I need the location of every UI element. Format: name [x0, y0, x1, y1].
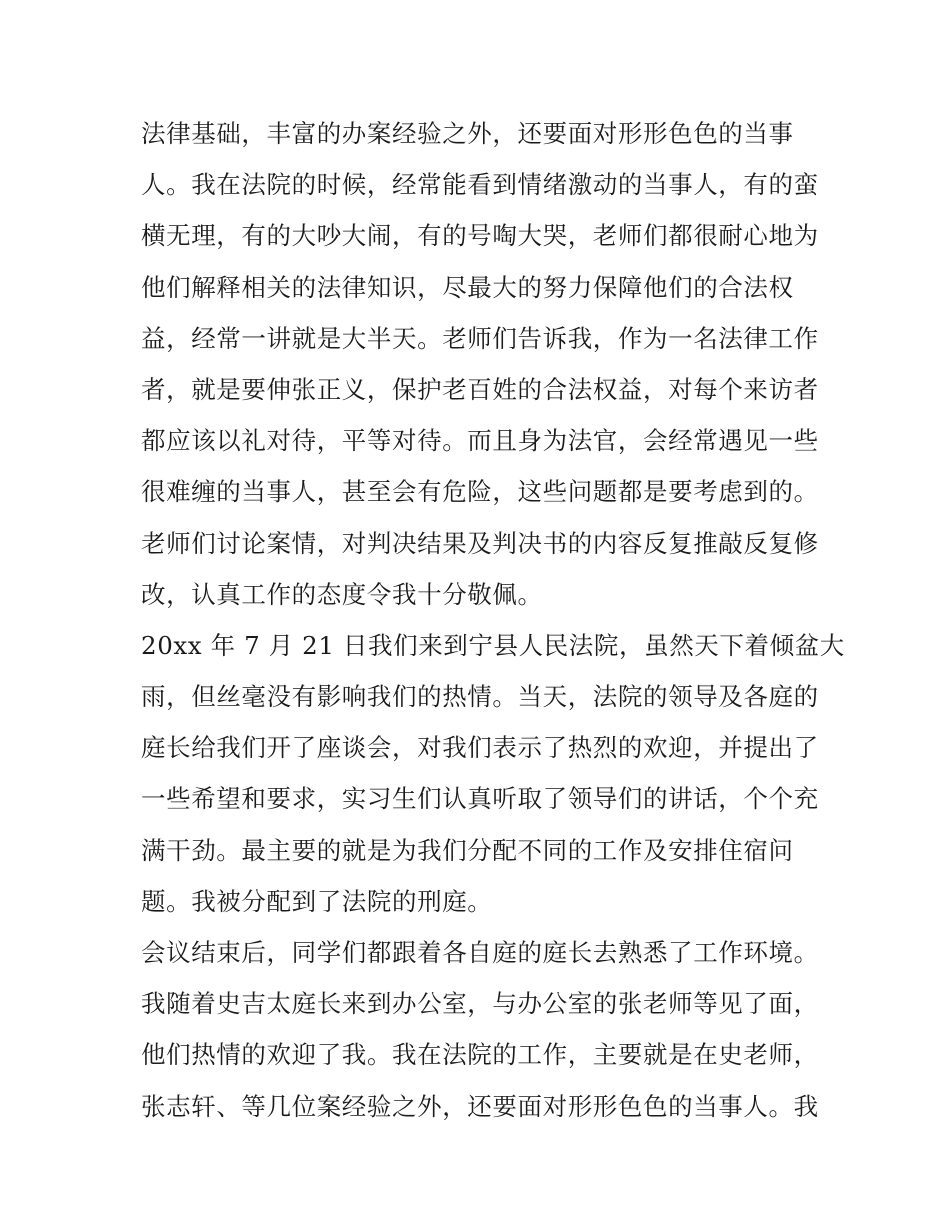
text-line: 20xx 年 7 月 21 日我们来到宁县人民法院，虽然天下着倾盆大 [141, 630, 845, 660]
text-line: 老师们讨论案情，对判决结果及判决书的内容反复推敲反复修 [141, 528, 819, 558]
text-line: 满干劲。最主要的就是为我们分配不同的工作及安排住宿问 [141, 835, 794, 865]
text-line: 益，经常一讲就是大半天。老师们告诉我，作为一名法律工作 [141, 323, 819, 353]
text-line: 我随着史吉太庭长来到办公室，与办公室的张老师等见了面， [141, 989, 819, 1019]
text-line: 庭长给我们开了座谈会，对我们表示了热烈的欢迎，并提出了 [141, 733, 819, 763]
text-line: 法律基础，丰富的办案经验之外，还要面对形形色色的当事 [141, 119, 794, 148]
document-body [141, 108, 845, 1132]
text-line: 改，认真工作的态度令我十分敬佩。 [141, 579, 543, 609]
text-line: 雨，但丝毫没有影响我们的热情。当天，法院的领导及各庭的 [141, 682, 819, 712]
text-line: 很难缠的当事人，甚至会有危险，这些问题都是要考虑到的。 [141, 477, 819, 507]
text-line: 都应该以礼对待，平等对待。而且身为法官，会经常遇见一些 [141, 426, 819, 456]
text-line: 横无理，有的大吵大闹，有的号啕大哭，老师们都很耐心地为 [141, 221, 819, 251]
text-line: 人。我在法院的时候，经常能看到情绪激动的当事人，有的蛮 [141, 170, 819, 200]
text-line: 他们解释相关的法律知识，尽最大的努力保障他们的合法权 [141, 272, 794, 302]
text-line: 者，就是要伸张正义，保护老百姓的合法权益，对每个来访者 [141, 374, 819, 404]
text-line: 会议结束后，同学们都跟着各自庭的庭长去熟悉了工作环境。 [141, 938, 819, 967]
text-line: 他们热情的欢迎了我。我在法院的工作，主要就是在史老师， [141, 1040, 819, 1070]
text-line: 张志轩、等几位案经验之外，还要面对形形色色的当事人。我 [141, 1091, 819, 1121]
text-line: 一些希望和要求，实习生们认真听取了领导们的讲话，个个充 [141, 784, 819, 814]
text-line: 题。我被分配到了法院的刑庭。 [141, 886, 493, 916]
